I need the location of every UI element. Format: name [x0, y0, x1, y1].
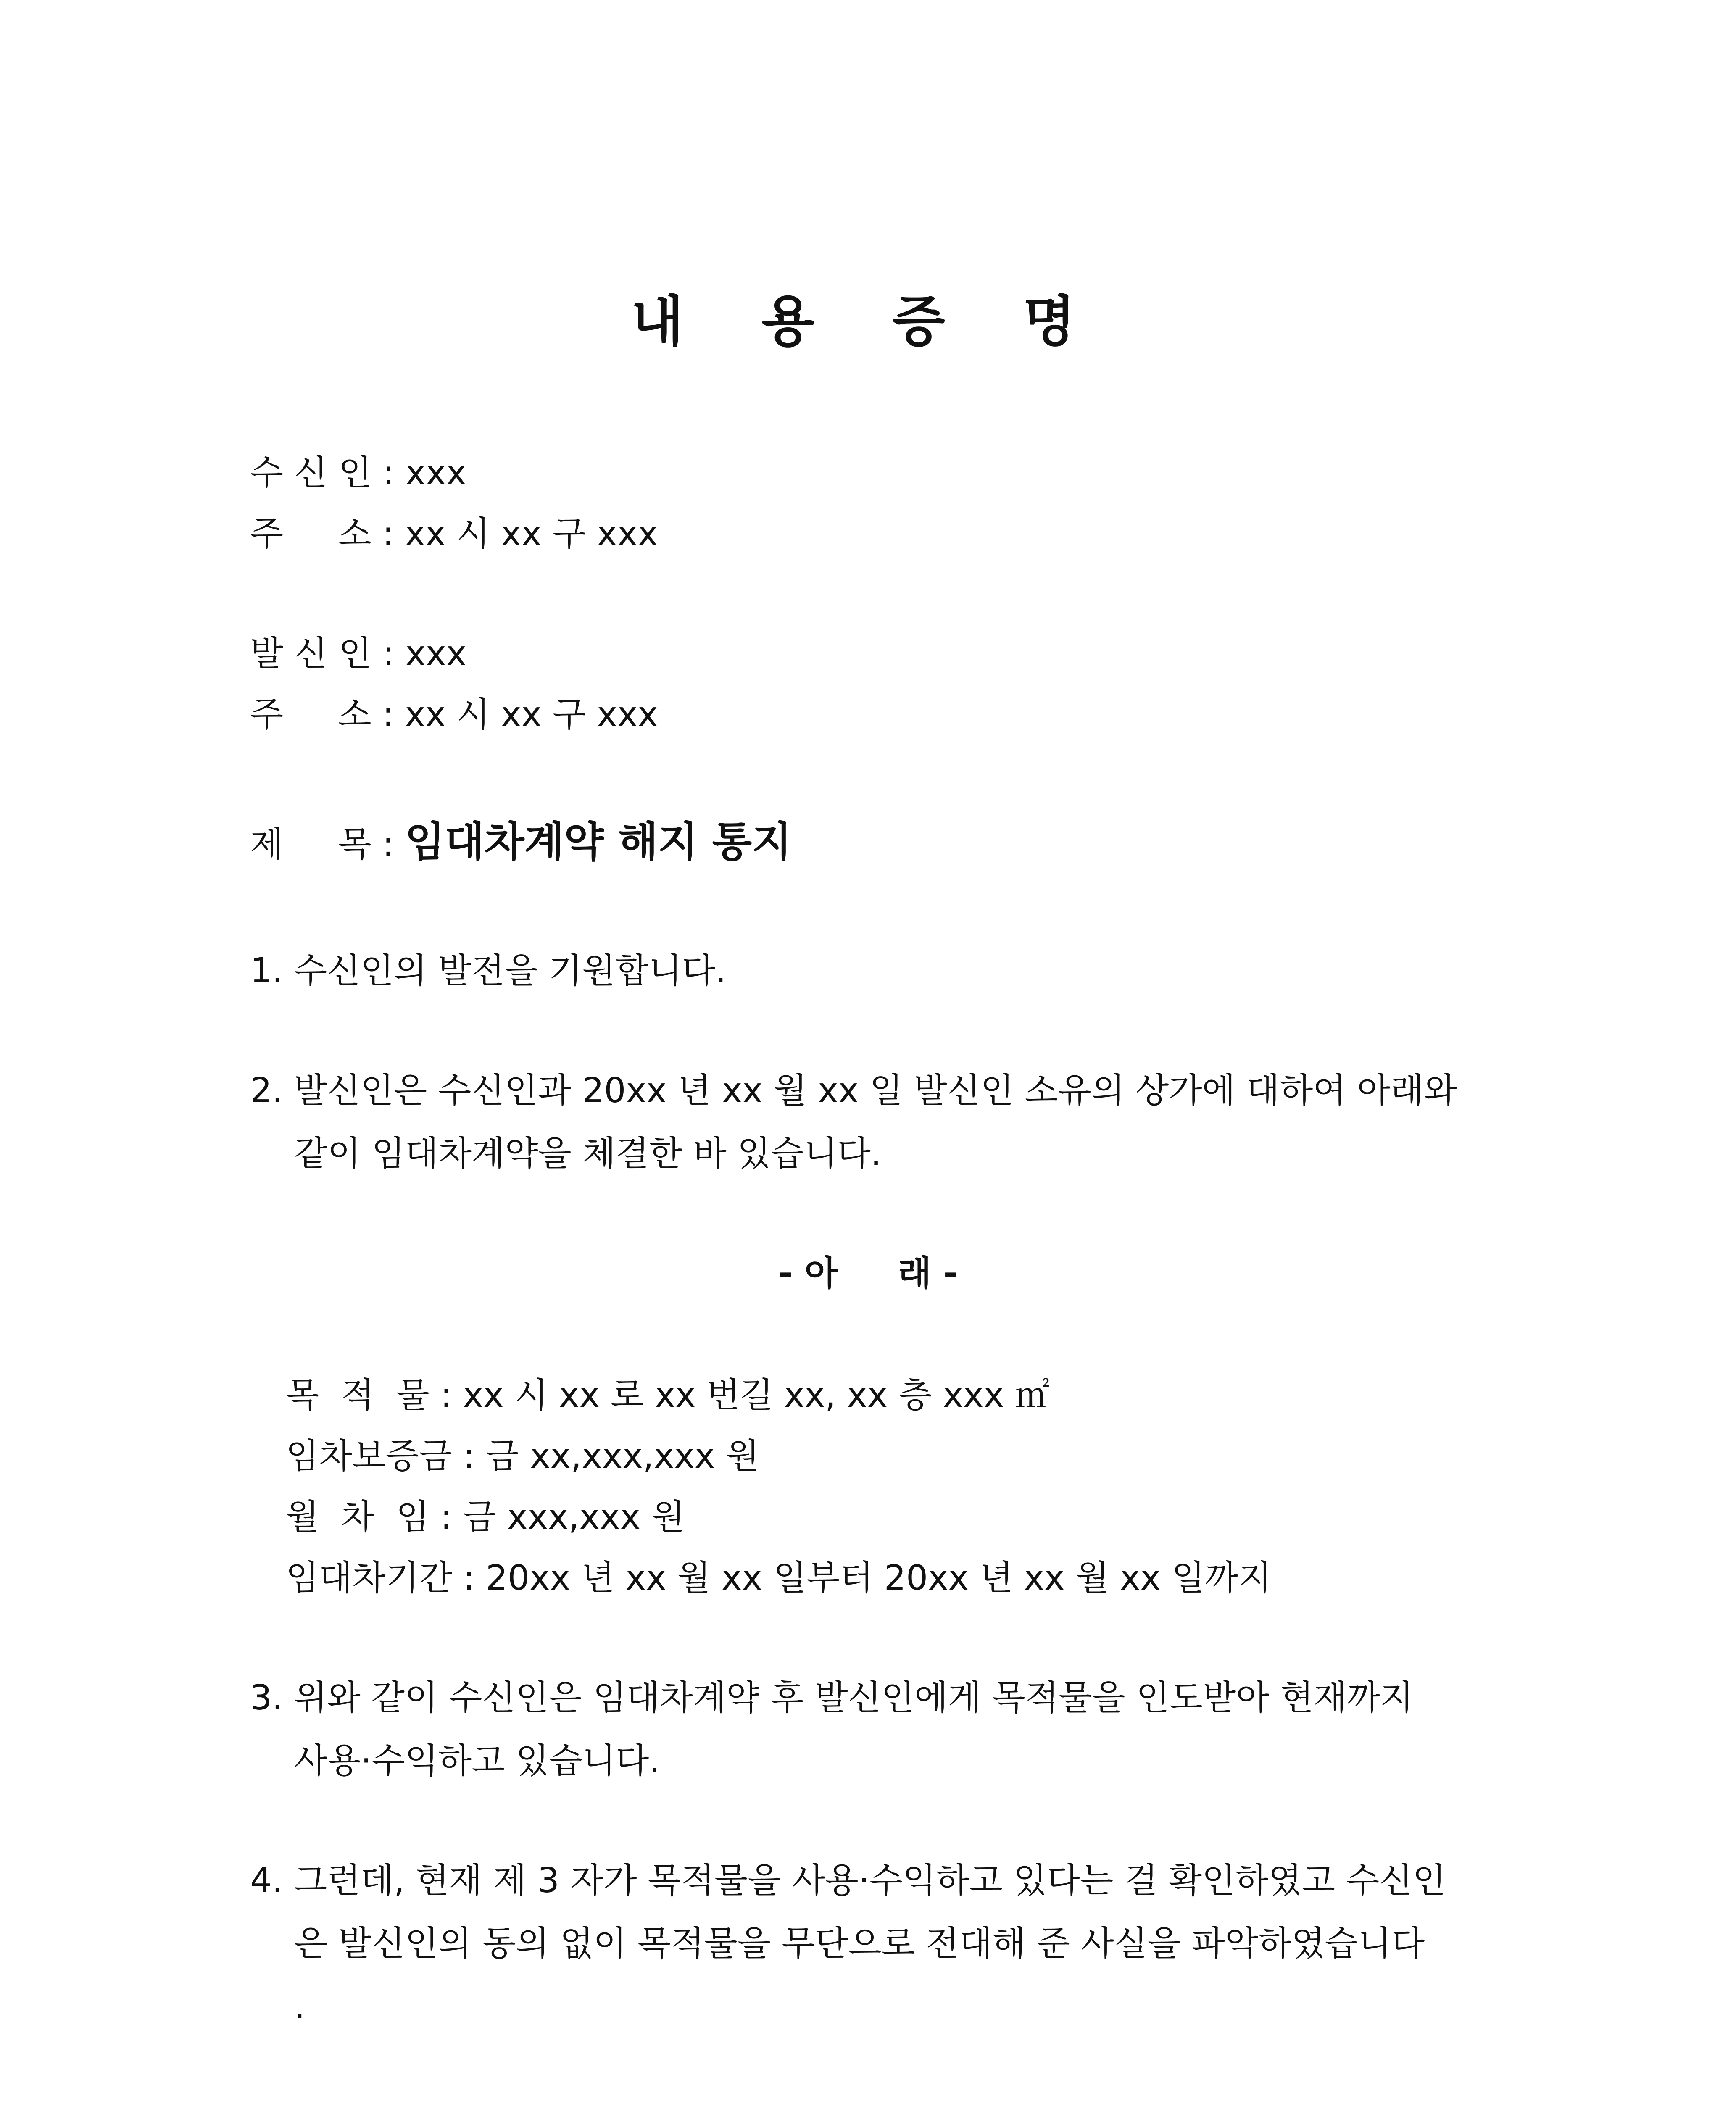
recipient-name-label: 수 신 인	[250, 453, 372, 493]
sender-address-line	[250, 695, 658, 735]
recipient-name-line	[250, 453, 467, 493]
details-heading: - 아 래 -	[778, 1253, 958, 1293]
subject-value: 임대차계약 해지 통지	[405, 818, 792, 866]
recipient-address-line	[250, 514, 658, 554]
subject-line	[250, 818, 792, 866]
sender-name-label: 발 신 인	[250, 634, 372, 674]
document-title: 내 용 증 명	[631, 290, 1105, 353]
detail-deposit: 임차보증금 : 금 xx,xxx,xxx 원	[286, 1436, 759, 1476]
subject-separator: :	[382, 824, 405, 864]
sender-address-value: : xx 시 xx 구 xxx	[382, 695, 658, 735]
sender-name-line	[250, 634, 467, 674]
recipient-name-value: : xxx	[382, 453, 467, 493]
recipient-address-label: 주 소	[250, 514, 371, 554]
paragraph-3-line-1: 3. 위와 같이 수신인은 임대차계약 후 발신인에게 목적물을 인도받아 현재까지	[250, 1678, 1414, 1718]
detail-period: 임대차기간 : 20xx 년 xx 월 xx 일부터 20xx 년 xx 월 xx 일까지	[286, 1558, 1272, 1598]
recipient-address-value: : xx 시 xx 구 xxx	[382, 514, 658, 554]
paragraph-4-line-2: 은 발신인의 동의 없이 목적물을 무단으로 전대해 준 사실을 파악하였습니다	[294, 1924, 1425, 1964]
paragraph-2-line-1: 2. 발신인은 수신인과 20xx 년 xx 월 xx 일 발신인 소유의 상가에 대하여 아래와	[250, 1071, 1457, 1111]
detail-rent: 월 차 임 : 금 xxx,xxx 원	[286, 1497, 685, 1537]
detail-object: 목 적 물 : xx 시 xx 로 xx 번길 xx, xx 층 xxx ㎡	[286, 1375, 1050, 1415]
paragraph-4-line-1: 4. 그런데, 현재 제 3 자가 목적물을 사용·수익하고 있다는 걸 확인하였고 수신인	[250, 1861, 1446, 1901]
paragraph-3-line-2: 사용·수익하고 있습니다.	[294, 1741, 660, 1781]
paragraph-4-line-3: .	[294, 1987, 306, 2027]
sender-address-label: 주 소	[250, 695, 371, 735]
sender-name-value: : xxx	[382, 634, 467, 674]
subject-label: 제 목	[250, 824, 371, 864]
paragraph-2-line-2: 같이 임대차계약을 체결한 바 있습니다.	[294, 1134, 882, 1174]
paragraph-1: 1. 수신인의 발전을 기원합니다.	[250, 951, 727, 991]
